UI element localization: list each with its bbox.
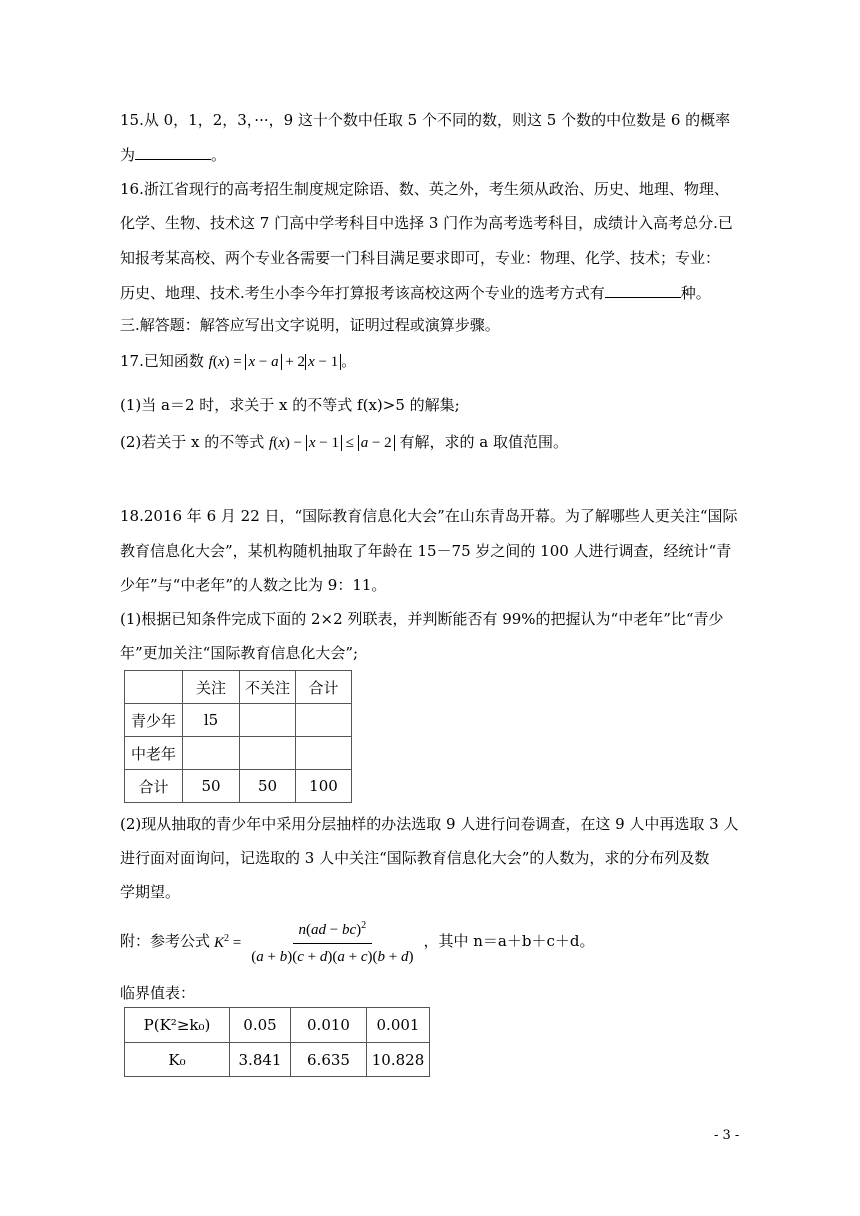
contingency-cell [240,704,296,737]
contingency-row [125,704,352,737]
critical-cell: 0.001 [367,1008,430,1043]
critical-row [125,1008,430,1043]
q18-part2-line3: 学期望。 [120,883,181,901]
q16-line4-pre: 历史、地理、技术.考生小李今年打算报考该高校这两个专业的选考方式有 [120,284,605,302]
q18-part1-line2: 年”更加关注“国际教育信息化大会”; [120,644,359,662]
critical-cell: 10.828 [367,1043,430,1077]
q16-line2: 化学、生物、技术这 7 门高中学考科目中选择 3 门作为高考选考科目，成绩计入高考总分.已 [120,214,733,232]
q17-part2-post: 有解，求的 a 取值范围。 [399,433,568,451]
q17-function-formula: f(x) = x − a + 2 x − 1 [209,354,342,370]
critical-value-label: 临界值表： [120,984,196,1002]
q16-line1: 16.浙江省现行的高考招生制度规定除语、数、英之外，考生须从政治、历史、地理、物理、 [120,180,729,198]
contingency-cell [240,737,296,770]
section3-heading: 三.解答题：解答应写出文字说明，证明过程或演算步骤。 [120,316,500,334]
q15-line2-pre: 为 [120,146,136,164]
critical-cell: 0.05 [230,1008,291,1043]
contingency-header-cell: 关注 [183,671,240,704]
q15-line1: 15.从 0，1，2，3，···，9 这十个数中任取 5 个不同的数，则这 5 个数的中位数是 6 的概率 [120,111,731,129]
q17-intro-pre: 17.已知函数 [120,352,204,370]
formula-post: ，其中 n＝a＋b＋c＋d。 [423,932,595,950]
q17-inequality-formula: f(x) − x − 1 ≤ a − 2 [269,435,395,451]
k-squared-symbol: $K^2$ = [214,933,242,951]
contingency-header-cell: 不关注 [240,671,296,704]
q15-line2-post: 。 [211,146,227,164]
contingency-cell: 100 [296,770,352,803]
contingency-header-cell: 合计 [296,671,352,704]
q16-answer-blank [605,282,681,298]
q17-part2 [120,432,740,453]
page-number: - 3 - [714,1128,740,1143]
k-squared-fraction [245,916,419,967]
critical-value-table [124,1007,430,1077]
q15-answer-blank [135,144,211,160]
contingency-header-row [125,671,352,704]
critical-cell: 6.635 [291,1043,367,1077]
q18-line2: 教育信息化大会”，某机构随机抽取了年龄在 15－75 岁之间的 100 人进行调查，经统计“青 [120,542,732,560]
contingency-cell [296,704,352,737]
fraction-denominator: (a + b)(c + d)(a + c)(b + d) [251,948,414,965]
contingency-cell [183,737,240,770]
q18-part1-line1: (1)根据已知条件完成下面的 2×2 列联表，并判断能否有 99%的把握认为“中老年”比“青少 [120,610,724,628]
critical-cell: P(K²≥k₀) [125,1008,230,1043]
critical-row [125,1043,430,1077]
critical-cell: 0.010 [291,1008,367,1043]
contingency-table [124,670,352,803]
q18-part2-line2: 进行面对面询问，记选取的 3 人中关注“国际教育信息化大会”的人数为，求的分布列及数 [120,849,710,867]
q15-line2 [120,144,740,165]
contingency-cell: 青少年 [125,704,183,737]
q16-line3: 知报考某高校、两个专业各需要一门科目满足要求即可，专业：物理、化学、技术；专业： [120,249,721,267]
critical-cell: 3.841 [230,1043,291,1077]
contingency-cell: 50 [240,770,296,803]
q18-line3: 少年”与“中老年”的人数之比为 9：11。 [120,576,387,594]
q18-line1: 18.2016 年 6 月 22 日，“国际教育信息化大会”在山东青岛开幕。为了解哪些人更关注“国际 [120,507,738,525]
fraction-numerator: n(ad − bc)$^2$ [293,916,373,944]
contingency-cell: 中老年 [125,737,183,770]
q17-part1: (1)当 a＝2 时，求关于 x 的不等式 f(x)>5 的解集; [120,396,460,414]
contingency-row [125,770,352,803]
contingency-cell: 50 [183,770,240,803]
contingency-cell [296,737,352,770]
q16-line4-post: 种。 [680,284,711,302]
q16-line4 [120,282,740,303]
q17-part2-pre: (2)若关于 x 的不等式 [120,433,265,451]
formula-pre: 附：参考公式 [120,932,211,950]
q18-part2-line1: (2)现从抽取的青少年中采用分层抽样的办法选取 9 人进行问卷调查，在这 9 人中再选取 3 人 [120,815,739,833]
contingency-cell: 合计 [125,770,183,803]
contingency-row [125,737,352,770]
q18-reference-formula [120,916,740,966]
contingency-cell: l5 [183,704,240,737]
critical-cell: K₀ [125,1043,230,1077]
contingency-header-cell [125,671,183,704]
q17-intro-post: 。 [341,352,357,370]
q17-intro [120,351,740,372]
